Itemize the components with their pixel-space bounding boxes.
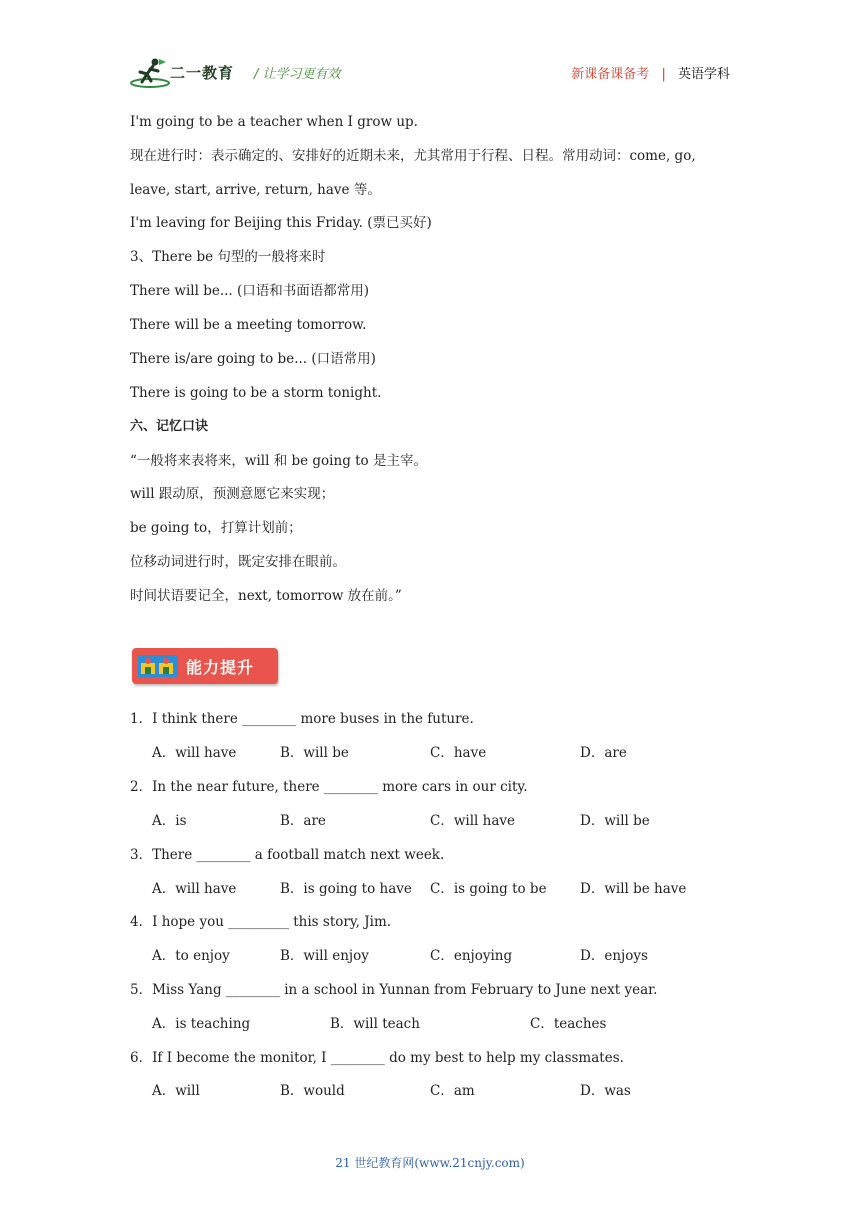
text-line: be going to，打算计划前； [130, 520, 302, 536]
header-separator: | [661, 67, 666, 82]
option-b: B．will enjoy [280, 948, 369, 964]
question-options [152, 744, 752, 762]
text-line: There will be... (口语和书面语都常用) [130, 283, 370, 299]
question-options [152, 880, 752, 898]
option-b: B．would [280, 1083, 345, 1099]
question-options [152, 947, 752, 965]
question-stem: 1．I think there ________ more buses in the future. [130, 711, 474, 727]
option-c: C．teaches [530, 1016, 607, 1032]
option-d: D．enjoys [580, 948, 648, 964]
question-stem: 6．If I become the monitor, I ________ do my best to help my classmates. [130, 1050, 624, 1066]
question-options [152, 1082, 752, 1100]
option-b: B．will teach [330, 1016, 420, 1032]
question-options [152, 1015, 752, 1033]
option-d: D．will be have [580, 881, 687, 897]
option-a: A．is [152, 813, 187, 829]
option-b: B．will be [280, 745, 349, 761]
text-line: There is/are going to be... (口语常用) [130, 351, 376, 367]
option-b: B．are [280, 813, 326, 829]
option-a: A．will have [152, 881, 237, 897]
text-line: I'm going to be a teacher when I grow up. [130, 114, 418, 130]
text-line: 3、There be 句型的一般将来时 [130, 249, 326, 265]
question-stem: 4．I hope you _________ this story, Jim. [130, 914, 392, 930]
logo [130, 56, 248, 90]
header-course: 新课备课备考 [571, 67, 650, 82]
option-d: D．will be [580, 813, 650, 829]
badge-label: 能力提升 [186, 658, 255, 677]
option-b: B．is going to have [280, 881, 412, 897]
text-line: 时间状语要记全，next, tomorrow 放在前。” [130, 588, 402, 604]
option-d: D．was [580, 1083, 631, 1099]
text-line: 位移动词进行时，既定安排在眼前。 [130, 554, 346, 570]
option-c: C．have [430, 745, 487, 761]
blocks-icon [138, 655, 178, 677]
runner-icon [130, 56, 170, 90]
option-d: D．are [580, 745, 627, 761]
text-line: “一般将来表将来，will 和 be going to 是主宰。 [130, 453, 427, 469]
logo-text: 二一教育 [170, 64, 235, 82]
header-subject: 英语学科 [677, 67, 730, 82]
page-footer[interactable]: 21 世纪教育网(www.21cnjy.com) [335, 1156, 525, 1170]
text-line: There will be a meeting tomorrow. [130, 317, 367, 333]
question-stem: 2．In the near future, there ________ more cars in our city. [130, 779, 528, 795]
option-c: C．enjoying [430, 948, 513, 964]
option-a: A．is teaching [152, 1016, 251, 1032]
option-c: C．is going to be [430, 881, 547, 897]
text-line: will 跟动原，预测意愿它来实现； [130, 486, 335, 502]
page-header [130, 56, 730, 90]
header-right [571, 63, 730, 82]
text-line: leave, start, arrive, return, have 等。 [130, 182, 381, 198]
slogan: / 让学习更有效 [254, 67, 341, 82]
option-c: C．am [430, 1083, 475, 1099]
text-line: There is going to be a storm tonight. [130, 385, 382, 401]
text-line: I'm leaving for Beijing this Friday. (票已买好) [130, 215, 432, 231]
question-stem: 3．There ________ a football match next week. [130, 847, 445, 863]
option-c: C．will have [430, 813, 515, 829]
question-stem: 5．Miss Yang ________ in a school in Yunnan from February to June next year. [130, 982, 658, 998]
option-a: A．will [152, 1083, 200, 1099]
option-a: A．will have [152, 745, 237, 761]
section-badge [132, 648, 278, 684]
section-heading: 六、记忆口诀 [130, 419, 209, 434]
text-line: 现在进行时：表示确定的、安排好的近期未来，尤其常用于行程、日程。常用动词：come, go, [130, 148, 696, 164]
question-options [152, 812, 752, 830]
option-a: A．to enjoy [152, 948, 230, 964]
